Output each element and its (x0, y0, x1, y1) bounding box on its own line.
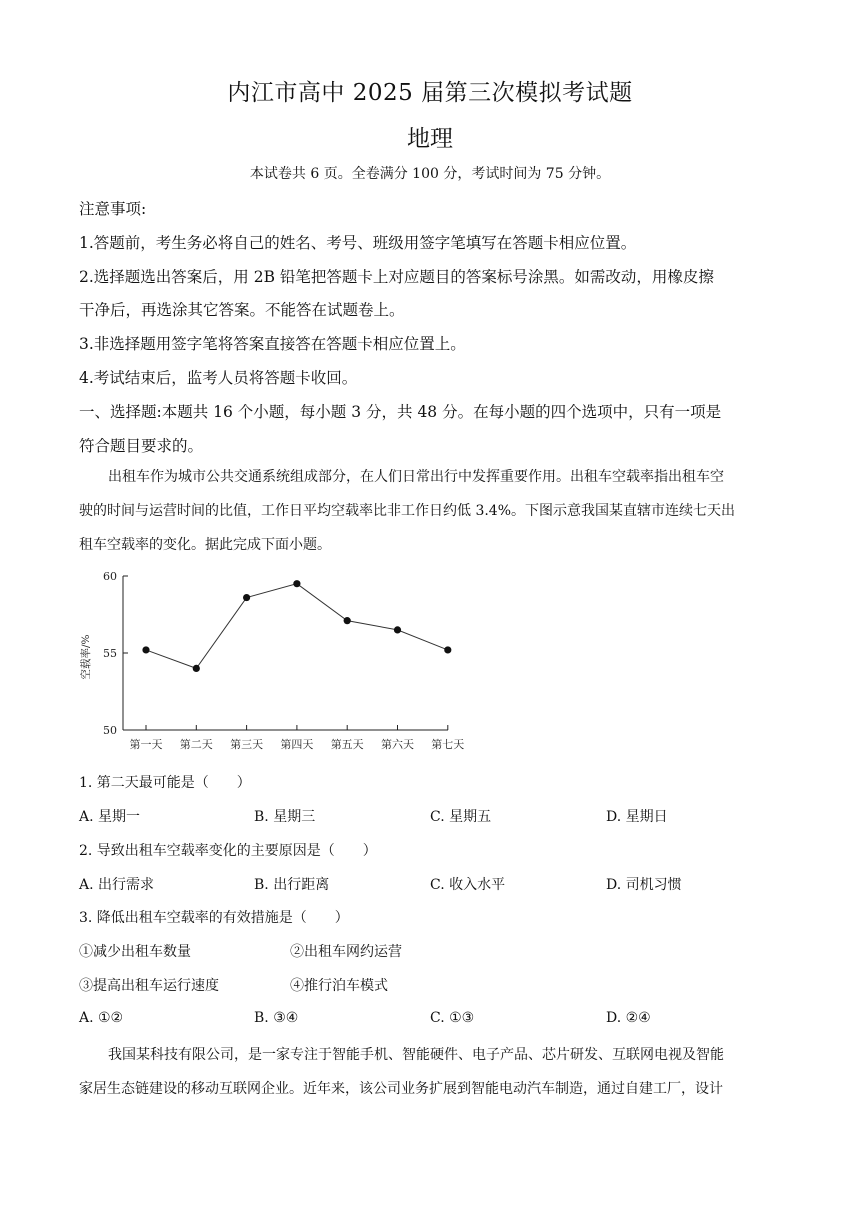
question-1-option-b: B. 星期三 (254, 809, 316, 825)
data-point (293, 580, 300, 587)
question-2-stem: 2. 导致出租车空载率变化的主要原因是（ ） (79, 843, 377, 859)
x-tick-label: 第二天 (179, 738, 213, 751)
question-2-option-d: D. 司机习惯 (606, 877, 682, 893)
x-tick-label: 第七天 (431, 738, 465, 751)
question-1-stem: 1. 第二天最可能是（ ） (79, 775, 251, 791)
y-tick-label: 60 (103, 570, 117, 583)
question-2-option-a: A. 出行需求 (79, 877, 155, 893)
passage-line: 驶的时间与运营时间的比值，工作日平均空载率比非工作日约低 3.4%。下图示意我国某直辖市连续七天出 (79, 503, 736, 519)
note-item: 1.答题前，考生务必将自己的姓名、考号、班级用签字笔填写在答题卡相应位置。 (79, 234, 637, 252)
x-tick-label: 第三天 (230, 738, 264, 751)
empty-rate-line-chart (76, 564, 476, 760)
notes-heading: 注意事项: (79, 200, 147, 218)
exam-info: 本试卷共 6 页。全卷满分 100 分，考试时间为 75 分钟。 (249, 166, 611, 182)
data-point (142, 646, 149, 653)
y-axis-label: 空载率/% (80, 634, 92, 680)
question-3-stem: 3. 降低出租车空载率的有效措施是（ ） (79, 910, 349, 926)
x-tick-label: 第五天 (330, 738, 364, 751)
note-item: 4.考试结束后，监考人员将答题卡收回。 (79, 369, 358, 387)
question-1-option-c: C. 星期五 (430, 809, 492, 825)
data-point (243, 594, 250, 601)
section-heading-cont: 符合题目要求的。 (79, 437, 204, 455)
data-point (444, 646, 451, 653)
question-2-option-c: C. 收入水平 (430, 877, 506, 893)
y-tick-label: 55 (103, 647, 117, 660)
question-1-option-a: A. 星期一 (79, 809, 141, 825)
question-3-statement-4: ④推行泊车模式 (290, 978, 388, 994)
passage-line: 我国某科技有限公司，是一家专注于智能手机、智能硬件、电子产品、芯片研发、互联网电视及智能 (108, 1047, 724, 1063)
question-3-option-a: A. ①② (79, 1010, 124, 1026)
note-item: 2.选择题选出答案后，用 2B 铅笔把答题卡上对应题目的答案标号涂黑。如需改动，用橡皮擦 (79, 268, 714, 286)
passage-line: 租车空载率的变化。据此完成下面小题。 (79, 537, 331, 553)
question-3-statement-3: ③提高出租车运行速度 (79, 978, 219, 994)
subject-title: 地理 (407, 126, 453, 152)
data-point (344, 617, 351, 624)
section-heading: 一、选择题:本题共 16 个小题，每小题 3 分，共 48 分。在每小题的四个选项中，只有一项是 (79, 403, 722, 421)
question-3-option-d: D. ②④ (606, 1010, 651, 1026)
data-point (193, 665, 200, 672)
question-2-option-b: B. 出行距离 (254, 877, 330, 893)
exam-title: 内江市高中 2025 届第三次模拟考试题 (227, 80, 633, 106)
x-tick-label: 第六天 (381, 738, 414, 751)
x-tick-label: 第四天 (280, 738, 314, 751)
y-tick-label: 50 (103, 724, 117, 737)
x-tick-label: 第一天 (129, 738, 163, 751)
data-point (394, 626, 401, 633)
question-3-option-b: B. ③④ (254, 1010, 299, 1026)
question-1-option-d: D. 星期日 (606, 809, 668, 825)
question-3-statement-1: ①减少出租车数量 (79, 944, 191, 960)
note-item: 干净后，再选涂其它答案。不能答在试题卷上。 (79, 301, 405, 319)
passage-line: 出租车作为城市公共交通系统组成部分，在人们日常出行中发挥重要作用。出租车空载率指出租车空 (108, 469, 724, 485)
question-3-statement-2: ②出租车网约运营 (290, 944, 402, 960)
passage-line: 家居生态链建设的移动互联网企业。近年来，该公司业务扩展到智能电动汽车制造，通过自建工厂，设计 (79, 1081, 723, 1097)
question-3-option-c: C. ①③ (430, 1010, 475, 1026)
note-item: 3.非选择题用签字笔将答案直接答在答题卡相应位置上。 (79, 335, 466, 353)
series-line (146, 584, 448, 669)
